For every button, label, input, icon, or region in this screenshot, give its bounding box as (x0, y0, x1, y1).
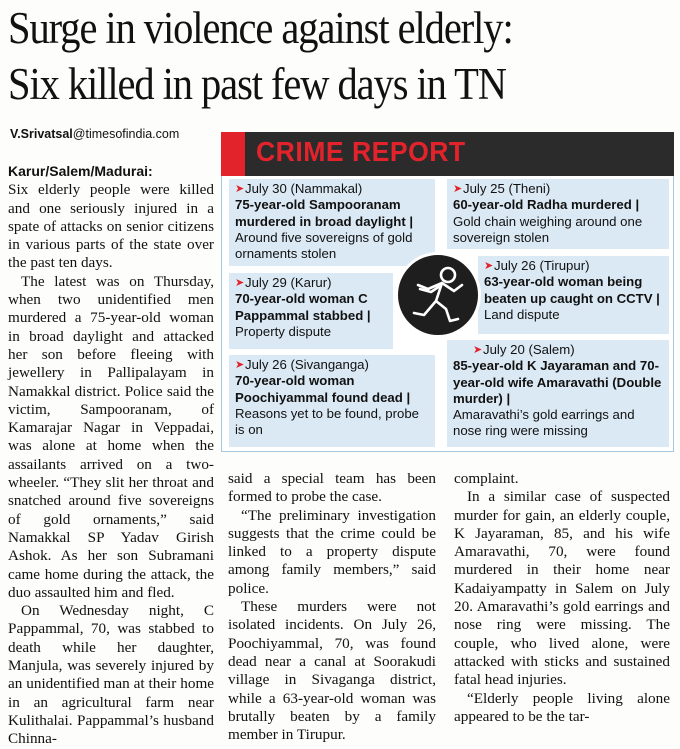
crime-entry-title: 70-year-old woman C Pappammal stabbed | (235, 291, 371, 323)
crime-entry-date: July 26 (Sivanganga) (245, 357, 369, 372)
arrow-icon: ➤ (235, 183, 245, 195)
crime-entry-desc: Gold chain weighing around one sovereign stolen (453, 213, 643, 245)
chalk-outline-body-icon (398, 255, 478, 335)
byline-email: @timesofindia.com (72, 127, 180, 141)
crime-entry-date: July 29 (Karur) (245, 275, 332, 290)
dateline: Karur/Salem/Madurai: (8, 163, 153, 179)
crime-entry-date: July 20 (Salem) (483, 342, 575, 357)
crime-entry-date: July 25 (Theni) (463, 181, 551, 196)
crime-entry-date: July 26 (Tirupur) (494, 258, 590, 273)
crime-entry-desc: Around five sovereigns of gold ornaments stolen (235, 229, 413, 262)
crime-entry (478, 256, 669, 334)
paragraph: said a special team has been formed to probe the case. (228, 470, 436, 506)
arrow-icon: ➤ (235, 277, 245, 289)
crime-entry-desc: Amaravathi’s gold earrings and nose ring were missing (453, 407, 635, 439)
crime-entry-date: July 30 (Nammakal) (245, 181, 363, 196)
crime-entry-desc: Property dispute (235, 323, 332, 339)
paragraph: These murders were not isolated incidents. On July 26, Poochiyammal, 70, was found dead near a canal at Soorakudi village in Sivaganga district, while a 63-year-old woman was brutally beaten by a family member in Tirupur. (228, 598, 436, 744)
paragraph: “The preliminary investigation suggests that the crime could be linked to a property dispute among family members,” said police. (228, 506, 436, 597)
crime-entry (447, 179, 669, 249)
arrow-icon: ➤ (235, 359, 245, 371)
column-2 (228, 470, 436, 744)
byline-name: V.Srivatsal (10, 127, 73, 141)
crime-report-accent (221, 132, 245, 176)
column-3 (454, 470, 670, 726)
crime-entry (229, 273, 393, 349)
crime-entry (229, 355, 435, 447)
paragraph: “Elderly people living alone appeared to be the tar- (454, 689, 670, 725)
column-1 (8, 162, 214, 749)
paragraph: On Wednesday night, C Pappammal, 70, was stabbed to death while her daughter, Manjula, was severely injured by an unidentified man at their home in an agricultural farm near Kulithalai. Pappammal’s husband Chinna- (8, 602, 214, 748)
crime-entry (229, 179, 435, 266)
crime-report-title: CRIME REPORT (256, 136, 466, 167)
crime-entry-desc: Reasons yet to be found, probe is on (235, 405, 420, 438)
crime-entry-title: 85-year-old K Jayaraman and 70-year-old wife Amaravathi (Double murder) | (453, 358, 662, 406)
lead-paragraph: Six elderly people were killed and one seriously injured in a spate of attacks on senior citizens in various parts of the state over the past ten days. (8, 181, 214, 272)
arrow-icon: ➤ (453, 183, 463, 195)
arrow-icon: ➤ (484, 260, 494, 272)
crime-entry (447, 340, 669, 447)
paragraph: In a similar case of suspected murder for gain, an elderly couple, K Jayaraman, 85, and his wife Amaravathi, 70, were found murdered in their home near Kadaiyampatty in Salem on July 20. Amaravathi’s gold earrings and nose ring were missing. The couple, who lived alone, were attacked with sticks and sustained fatal head injuries. (454, 488, 670, 689)
byline (10, 127, 179, 141)
headline-line-1: Surge in violence against elderly: (8, 3, 513, 53)
arrow-icon: ➤ (473, 344, 483, 356)
crime-entry-title: 60-year-old Radha murdered | (453, 197, 640, 213)
chalk-outline-body-icon (395, 252, 481, 338)
headline-line-2: Six killed in past few days in TN (8, 59, 506, 109)
crime-entry-title: 75-year-old Sampooranam murdered in broad daylight | (235, 197, 414, 229)
paragraph: The latest was on Thursday, when two unidentified men murdered a 75-year-old woman in broad daylight and attacked her son before fleeing with jewellery in Pallipalayam in Namakkal district. Police said the victim, Sampooranam, of Kamarajar Nagar in Veppadai, was alone at home when the assailants arrived on a two-wheeler. “They slit her throat and snatched around five sovereigns of gold ornaments,” said Namakkal SP Yadav Girish Ashok. As her son Subramani came home during the attack, the duo assaulted him and fled. (8, 272, 214, 601)
crime-entry-desc: Land dispute (484, 306, 560, 322)
crime-entry-title: 63-year-old woman being beaten up caught on CCTV | (484, 274, 660, 306)
crime-entry-title: 70-year-old woman Poochiyammal found dead | (235, 373, 411, 405)
paragraph: complaint. (454, 470, 519, 487)
